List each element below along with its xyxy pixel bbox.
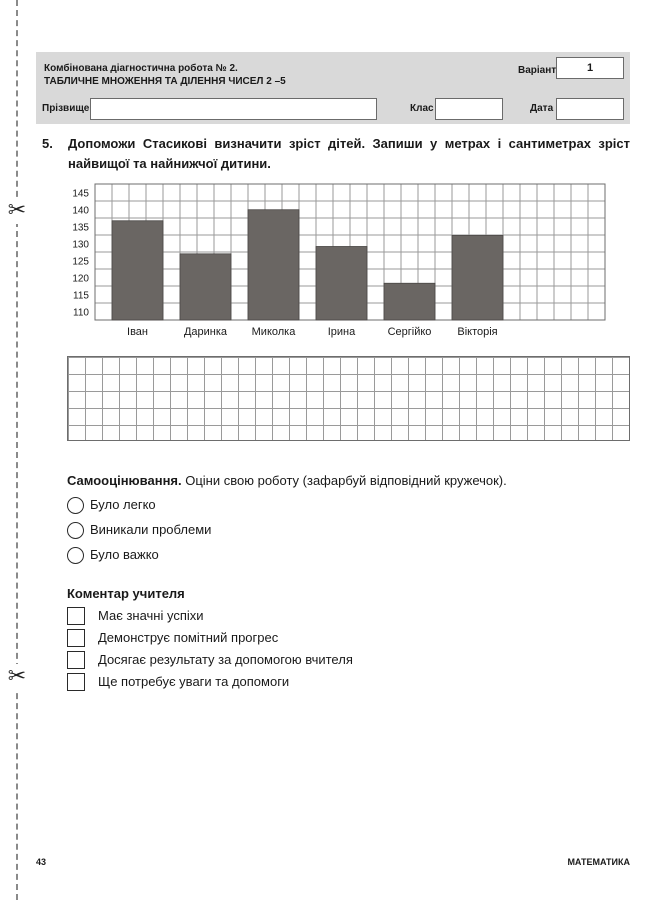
y-tick-label: 140 (72, 205, 89, 217)
self-option-label: Виникали проблеми (90, 522, 212, 537)
self-option-label: Було легко (90, 497, 156, 512)
x-category-label: Іван (127, 326, 148, 338)
worksheet-header (36, 52, 630, 124)
variant-field[interactable]: 1 (556, 57, 624, 79)
teacher-comment-title: Коментар учителя (67, 586, 185, 601)
teacher-option-label: Досягає результату за допомогою вчителя (98, 652, 353, 667)
bar-2 (180, 254, 231, 320)
checkbox-icon[interactable] (67, 629, 85, 647)
cut-line (16, 0, 18, 900)
bar-4 (316, 246, 367, 320)
x-category-label: Ірина (327, 326, 356, 338)
y-tick-label: 135 (72, 222, 89, 234)
teacher-option-label: Демонструє помітний прогрес (98, 630, 279, 645)
x-category-label: Миколка (251, 326, 296, 338)
self-assessment-title-rest: Оціни свою роботу (зафарбуй відповідний кружечок). (181, 473, 507, 488)
y-tick-label: 130 (72, 239, 89, 251)
radio-circle-icon[interactable] (67, 522, 84, 539)
radio-circle-icon[interactable] (67, 497, 84, 514)
bar-6 (452, 235, 503, 320)
y-tick-label: 110 (73, 307, 89, 319)
y-tick-label: 120 (72, 273, 89, 285)
y-tick-label: 145 (72, 188, 89, 200)
page-number: 43 (36, 857, 47, 867)
task-number: 5. (42, 136, 53, 151)
teacher-option-label: Має значні успіхи (98, 608, 204, 623)
checkbox-icon[interactable] (67, 673, 85, 691)
bar-5 (384, 283, 435, 320)
surname-field[interactable] (90, 98, 377, 120)
date-label: Дата (530, 103, 554, 114)
variant-label: Варіант (518, 65, 557, 76)
self-assessment-title-bold: Самооцінювання. (67, 473, 182, 488)
scissors-icon: ✂ (4, 664, 30, 690)
y-tick-label: 125 (72, 256, 89, 268)
subject-label: МАТЕМАТИКА (567, 857, 630, 867)
self-assessment-title (67, 473, 507, 488)
radio-circle-icon[interactable] (67, 547, 84, 564)
work-subtitle: ТАБЛИЧНЕ МНОЖЕННЯ ТА ДІЛЕННЯ ЧИСЕЛ 2 –5 (44, 76, 286, 87)
work-title (44, 62, 286, 88)
x-category-label: Даринка (183, 326, 228, 338)
checkbox-icon[interactable] (67, 651, 85, 669)
date-field[interactable] (556, 98, 624, 120)
class-field[interactable] (435, 98, 503, 120)
bar-3 (248, 210, 299, 320)
chart-x-labels (127, 326, 498, 338)
checkbox-icon[interactable] (67, 607, 85, 625)
surname-label: Прізвище (42, 103, 90, 114)
chart-y-ticks (72, 189, 89, 319)
height-bar-chart (60, 180, 630, 344)
work-title-line: Комбінована діагностична робота № 2. (44, 63, 238, 74)
task-text: Допоможи Стасикові визначити зріст дітей. Запиши у метрах і сантиметрах зріст найвищої та найнижчої дитини. (68, 136, 630, 171)
class-label: Клас (410, 103, 434, 114)
x-category-label: Вікторія (457, 326, 498, 338)
y-tick-label: 115 (73, 290, 89, 302)
x-category-label: Сергійко (387, 326, 432, 338)
answer-grid[interactable] (67, 356, 630, 441)
self-option-label: Було важко (90, 547, 159, 562)
scissors-icon: ✂ (4, 198, 30, 224)
teacher-option-label: Ще потребує уваги та допомоги (98, 674, 290, 689)
bar-1 (112, 221, 163, 320)
